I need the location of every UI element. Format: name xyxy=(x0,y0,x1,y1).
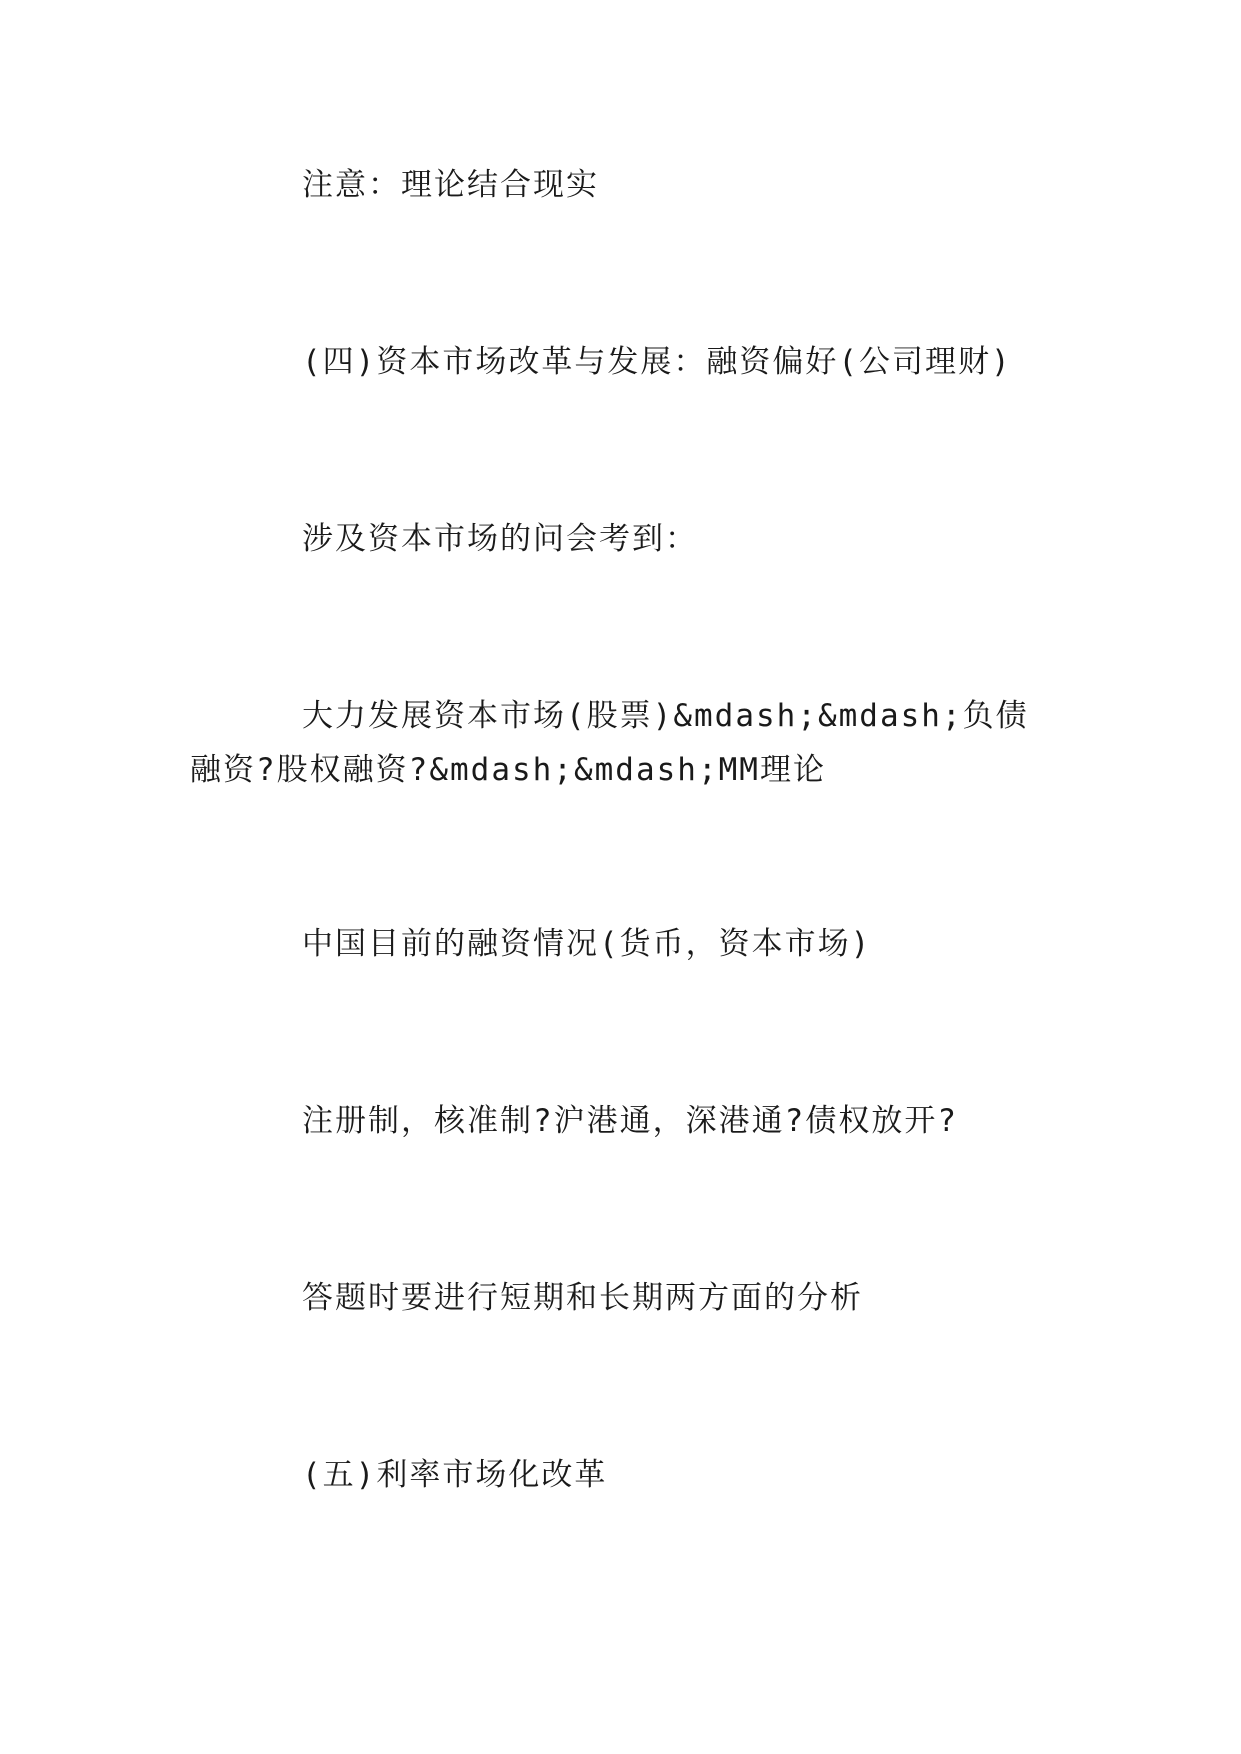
paragraph-registration-system: 注册制，核准制?沪港通，深港通?债权放开? xyxy=(302,1103,958,1139)
paragraph-section-four-heading: (四)资本市场改革与发展：融资偏好(公司理财) xyxy=(302,344,1012,380)
paragraph-note: 注意：理论结合现实 xyxy=(302,167,599,203)
paragraph-section-five-heading: (五)利率市场化改革 xyxy=(302,1457,608,1493)
paragraph-china-financing: 中国目前的融资情况(货币，资本市场) xyxy=(302,926,872,962)
paragraph-answer-analysis: 答题时要进行短期和长期两方面的分析 xyxy=(302,1280,863,1316)
paragraph-capital-market-topics: 涉及资本市场的问会考到： xyxy=(302,521,698,557)
paragraph-develop-capital-market: 大力发展资本市场(股票)&mdash;&mdash;负债融资?股权融资?&mdash;&mdash;MM理论 xyxy=(190,698,1029,788)
